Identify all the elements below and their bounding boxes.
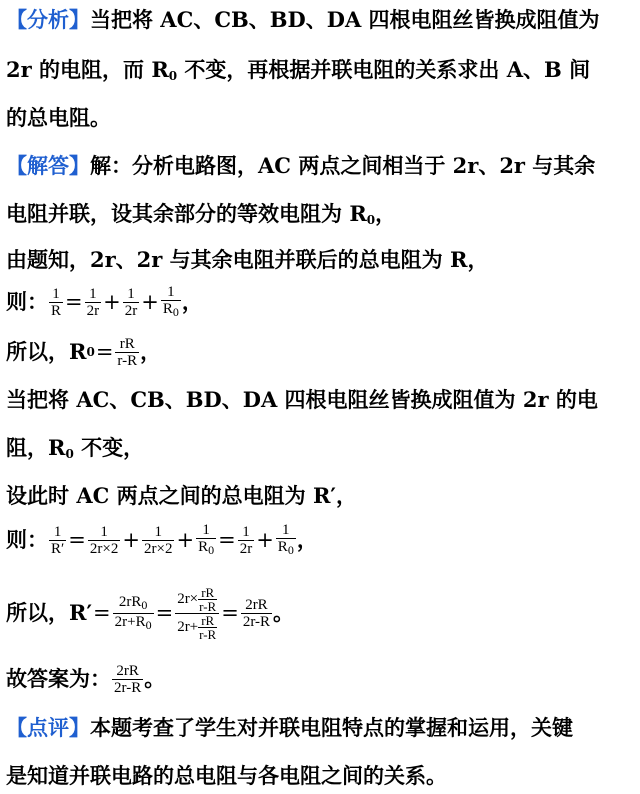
fraction: $\frac{2rR_0}{2r+R_0}$: [114, 593, 152, 632]
equation-4: 所以， R′ = $\frac{2rR_0}{2r+R_0}$ = 2r× $\frac{rR}{r-R}$ 2r+ $\frac{rR}{r-R}$ = $\frac{2rR}{2r-R}$ 。: [6, 584, 295, 642]
solution-line-7: 阻，$R_0$ 不变，: [6, 435, 145, 461]
fraction: $\frac{rR}{r-R}$: [117, 335, 138, 369]
analysis-line-2: 2r 的电阻，而 $R_0$ 不变，再根据并联电阻的关系求出 A、B 间: [6, 57, 591, 83]
fraction: $\frac{1}{2r\times 2}$: [89, 523, 119, 557]
fraction: $\frac{1}{2r}$: [239, 523, 253, 557]
analysis-line-1: 【分析】当把将 AC、CB、BD、DA 四根电阻丝皆换成阻值为: [6, 7, 600, 32]
analysis-tag: 【分析】: [6, 7, 90, 32]
fraction: $\frac{2rR}{2r-R}$: [242, 596, 271, 630]
solution-tag: 【解答】: [6, 153, 90, 178]
solution-line-6: 当把将 AC、CB、BD、DA 四根电阻丝皆换成阻值为 2r 的电: [6, 387, 598, 412]
solution-line-8: 设此时 AC 两点之间的总电阻为 R′，: [6, 483, 357, 508]
fraction: $\frac{1}{2r}$: [124, 285, 138, 319]
fraction: $\frac{1}{2r}$: [86, 285, 100, 319]
fraction: $\frac{1}{R'}$: [51, 523, 65, 557]
fraction: $\frac{1}{2r\times 2}$: [143, 523, 173, 557]
fraction: $\frac{1}{R_0}$: [162, 284, 179, 319]
fraction: $\frac{1}{R_0}$: [198, 522, 215, 557]
equation-3: 则： $\frac{1}{R'}$ = $\frac{1}{2r\times 2}$ + $\frac{1}{2r\times 2}$ + $\frac{1}{R_0}$ = $\frac{1}{2r}$ + $\frac{1}{R_0}$ ，: [6, 522, 318, 557]
solution-line-1: 【解答】解：分析电路图，AC 两点之间相当于 2r、2r 与其余: [6, 153, 596, 178]
fraction: $\frac{1}{R}$: [51, 285, 62, 319]
fraction: $\frac{2rR}{2r-R}$: [114, 662, 142, 696]
equation-2: 所以， R 0 = $\frac{rR}{r-R}$ ，: [6, 335, 162, 369]
fraction: $\frac{1}{R_0}$: [277, 522, 294, 557]
solution-line-2: 电阻并联，设其余部分的等效电阻为 $R_0$，: [6, 201, 397, 227]
compound-fraction: 2r× $\frac{rR}{r-R}$ 2r+ $\frac{rR}{r-R}$: [175, 586, 219, 641]
comment-tag: 【点评】: [6, 715, 90, 740]
equation-1: 则： $\frac{1}{R}$ = $\frac{1}{2r}$ + $\frac{1}{2r}$ + $\frac{1}{R_0}$ ，: [6, 284, 203, 319]
comment-line-2: 是知道并联电路的总电阻与各电阻之间的关系。: [6, 763, 447, 788]
analysis-line-3: 的总电阻。: [6, 105, 111, 130]
comment-line-1: 【点评】本题考查了学生对并联电阻特点的掌握和运用，关键: [6, 715, 573, 740]
answer-line: 故答案为： $\frac{2rR}{2r-R}$ 。: [6, 662, 166, 696]
solution-line-3: 由题知，2r、2r 与其余电阻并联后的总电阻为 R，: [6, 247, 489, 272]
